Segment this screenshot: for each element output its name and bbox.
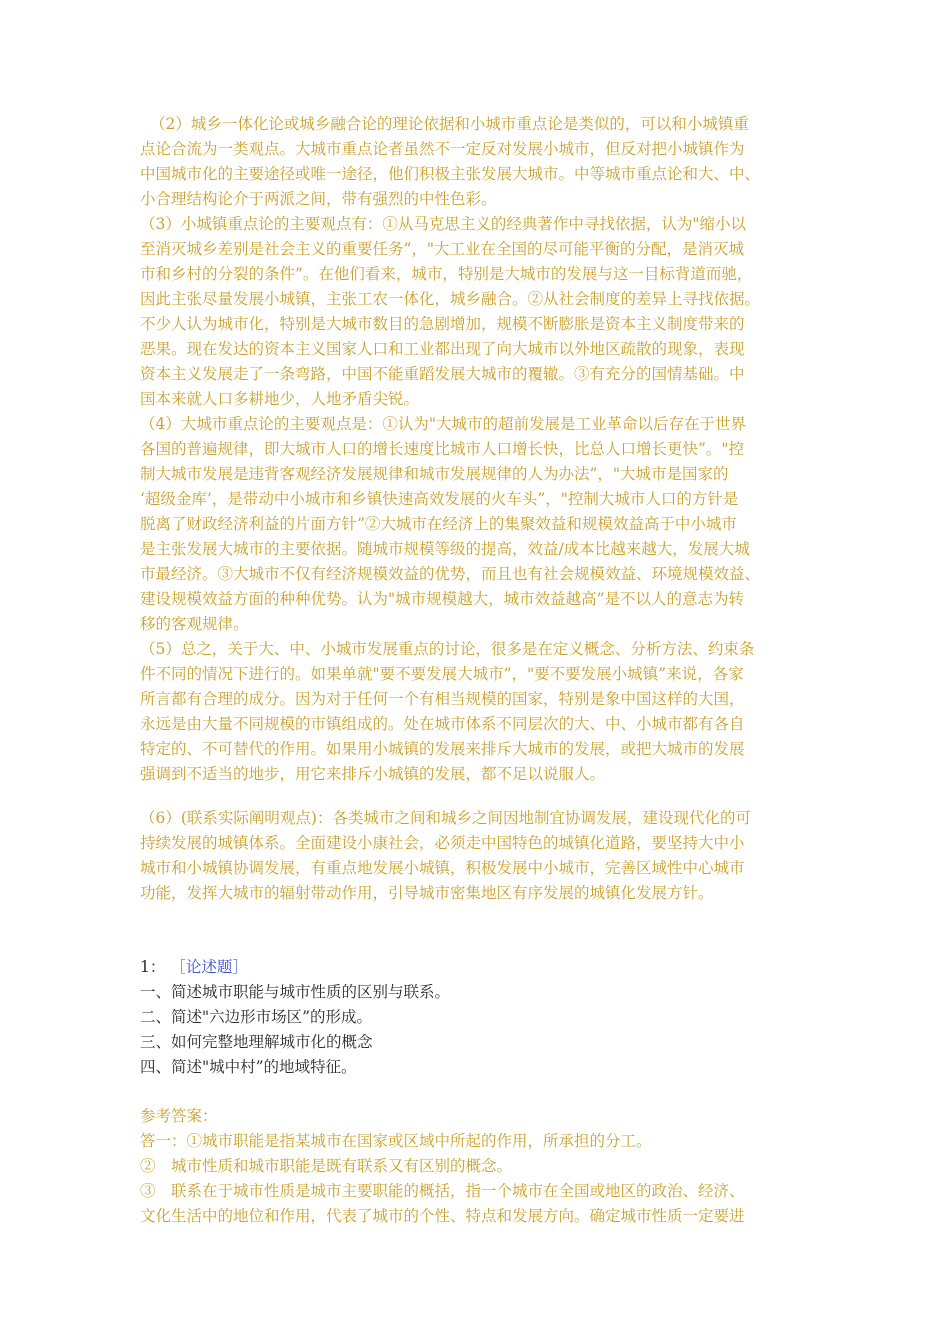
text-line: 答一：①城市职能是指某城市在国家或区域中所起的作用，所承担的分工。 (140, 1132, 652, 1150)
text-line: 中国城市化的主要途径或唯一途径，他们积极主张发展大城市。中等城市重点论和大、中、 (140, 165, 761, 183)
text-line: 是主张发展大城市的主要依据。随城市规模等级的提高，效益/成本比越来越大，发展大城 (140, 540, 750, 558)
text-line: 持续发展的城镇体系。全面建设小康社会，必须走中国特色的城镇化道路，要坚持大中小 (140, 834, 745, 852)
question-header (140, 955, 830, 980)
text-line: 资本主义发展走了一条弯路，中国不能重蹈发展大城市的覆辙。③有充分的国情基础。中 (140, 365, 745, 383)
question-item: 四、简述"城中村”的地域特征。 (140, 1058, 357, 1076)
text-line: 市最经济。③大城市不仅有经济规模效益的优势，而且也有社会规模效益、环境规模效益、 (140, 565, 761, 583)
text-line: 永远是由大量不同规模的市镇组成的。处在城市体系不同层次的大、中、小城市都有各自 (140, 715, 745, 733)
text-line: 恶果。现在发达的资本主义国家人口和工业都出现了向大城市以外地区疏散的现象，表现 (140, 340, 745, 358)
text-line: （4）大城市重点论的主要观点是：①认为"大城市的超前发展是工业革命以后存在于世界 (140, 415, 746, 433)
question-type-tag: ［论述题］ (170, 958, 248, 976)
text-line: 城市和小城镇协调发展，有重点地发展小城镇，积极发展中小城市，完善区域性中心城市 (140, 859, 745, 877)
question-number: 1： (140, 958, 166, 976)
text-line: ‘超级金库’，是带动中小城市和乡镇快速高效发展的火车头”，"控制大城市人口的方针是 (140, 490, 739, 508)
answer-block-1 (140, 112, 830, 787)
text-line: 件不同的情况下进行的。如果单就"要不要发展大城市”，"要不要发展小城镇”来说，各家 (140, 665, 744, 683)
text-line: 强调到不适当的地步，用它来排斥小城镇的发展，都不足以说服人。 (140, 765, 606, 783)
text-line: 因此主张尽量发展小城镇，主张工农一体化，城乡融合。②从社会制度的差异上寻找依据。 (140, 290, 761, 308)
text-line: 移的客观规律。 (140, 615, 249, 633)
text-line: 制大城市发展是违背客观经济发展规律和城市发展规律的人为办法”，"大城市是国家的 (140, 465, 729, 483)
question-item: 三、如何完整地理解城市化的概念 (140, 1033, 373, 1051)
text-line: （2）城乡一体化论或城乡融合论的理论依据和小城市重点论是类似的，可以和小城镇重 (150, 115, 749, 133)
text-line: 各国的普遍规律，即大城市人口的增长速度比城市人口增长快，比总人口增长更快”。"控 (140, 440, 745, 458)
text-line: （6）(联系实际阐明观点)：各类城市之间和城乡之间因地制宜协调发展，建设现代化的可 (140, 809, 751, 827)
text-line: 不少人认为城市化，特别是大城市数目的急剧增加，规模不断膨胀是资本主义制度带来的 (140, 315, 745, 333)
text-line: （5）总之，关于大、中、小城市发展重点的讨论，很多是在定义概念、分析方法、约束条 (140, 640, 755, 658)
text-line: ③ 联系在于城市性质是城市主要职能的概括，指一个城市在全国或地区的政治、经济、 (140, 1182, 745, 1200)
text-line: （3）小城镇重点论的主要观点有：①从马克思主义的经典著作中寻找依据，认为"缩小以 (140, 215, 746, 233)
question-item: 一、简述城市职能与城市性质的区别与联系。 (140, 983, 451, 1001)
text-line: 国本来就人口多耕地少，人地矛盾尖锐。 (140, 390, 420, 408)
text-line: 功能，发挥大城市的辐射带动作用，引导城市密集地区有序发展的城镇化发展方针。 (140, 884, 714, 902)
text-line: 文化生活中的地位和作用，代表了城市的个性、特点和发展方向。确定城市性质一定要进 (140, 1207, 745, 1225)
reference-answer-heading: 参考答案： (140, 1107, 218, 1125)
text-line: 至消灭城乡差别是社会主义的重要任务”，"大工业在全国的尽可能平衡的分配，是消灭城 (140, 240, 745, 258)
text-line: 脱离了财政经济利益的片面方针”②大城市在经济上的集聚效益和规模效益高于中小城市 (140, 515, 737, 533)
text-line: 建设规模效益方面的种种优势。认为"城市规模越大，城市效益越高”是不以人的意志为转 (140, 590, 745, 608)
answer-block-2 (140, 806, 830, 906)
text-line: 小合理结构论介于两派之间，带有强烈的中性色彩。 (140, 190, 497, 208)
text-line: 所言都有合理的成分。因为对于任何一个有相当规模的国家，特别是象中国这样的大国， (140, 690, 745, 708)
text-line: 点论合流为一类观点。大城市重点论者虽然不一定反对发展小城市，但反对把小城镇作为 (140, 140, 745, 158)
text-line: 特定的、不可替代的作用。如果用小城镇的发展来排斥大城市的发展，或把大城市的发展 (140, 740, 745, 758)
text-line: 市和乡村的分裂的条件”。在他们看来，城市，特别是大城市的发展与这一目标背道而驰， (140, 265, 753, 283)
reference-answer-block (140, 1104, 830, 1229)
text-line: ② 城市性质和城市职能是既有联系又有区别的概念。 (140, 1157, 513, 1175)
question-item: 二、简述"六边形市场区”的形成。 (140, 1008, 373, 1026)
question-block (140, 955, 830, 1080)
